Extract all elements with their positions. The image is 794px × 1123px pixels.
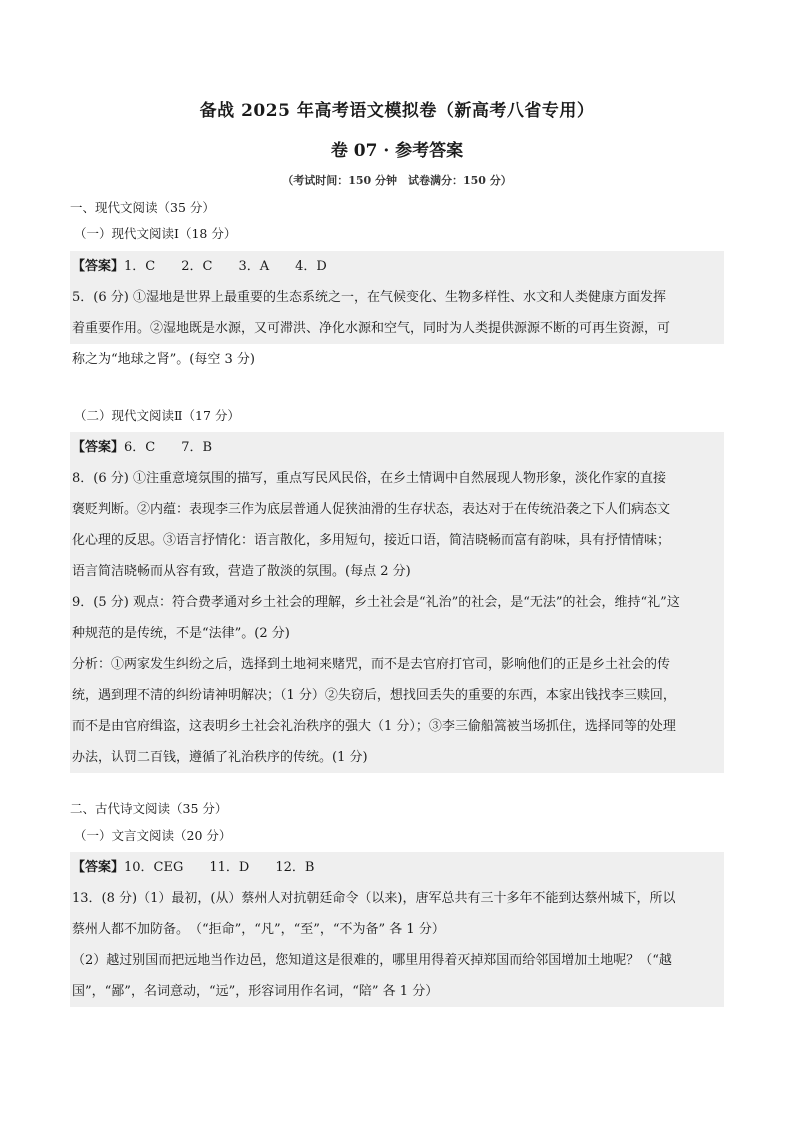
answer-block-part2 xyxy=(70,432,724,773)
answer-tag: 【答案】 xyxy=(72,440,125,455)
answer-items: 1．C 2．C 3．A 4．D xyxy=(124,259,327,274)
answer-line xyxy=(70,432,724,463)
q9-line-3: 分析：①两家发生纠纷之后，选择到土地祠来赌咒，而不是去官府打官司，影响他们的正是乡土社会的传 xyxy=(72,657,671,672)
q8-line-4: 语言简洁晓畅而从容有致，营造了散淡的氛围。(每点 2 分) xyxy=(72,564,411,579)
part-heading-modern-reading-1: （一）现代文阅读Ⅰ（18 分） xyxy=(74,226,237,241)
q8-line-3: 化心理的反思。③语言抒情化：语言散化，多用短句，接近口语，简洁晓畅而富有韵味，具有抒情情味； xyxy=(72,533,671,548)
answer-items: 10．CEG 11．D 12．B xyxy=(124,860,315,875)
q13-line-2: 蔡州人都不加防备。 （“拒命”，“凡”，“至”，“不为备” 各 1 分） xyxy=(72,922,445,937)
q13-line-4: 国”，“鄙”，名词意动，“远”，形容词用作名词，“陪” 各 1 分） xyxy=(72,984,439,999)
section-heading-modern-reading: 一、现代文阅读（35 分） xyxy=(70,200,215,215)
answer-tag: 【答案】 xyxy=(72,259,125,274)
answer-block-part1 xyxy=(70,251,724,375)
q9-line-1: 9．(5 分) 观点：符合费孝通对乡土社会的理解，乡土社会是“礼治”的社会，是“无法”的社会，维持“礼”这 xyxy=(72,595,680,610)
q5-line-3: 称之为“地球之肾”。(每空 3 分) xyxy=(70,344,724,375)
section-heading-classical-reading: 二、古代诗文阅读（35 分） xyxy=(70,801,228,816)
q5-line-2: 着重要作用。②湿地既是水源，又可滞洪、净化水源和空气，同时为人类提供源源不断的可再生资源，可 xyxy=(72,321,671,336)
answer-line xyxy=(70,852,724,883)
answer-line xyxy=(70,251,724,282)
q5-line-1: 5．(6 分) ①湿地是世界上最重要的生态系统之一，在气候变化、生物多样性、水文和人类健康方面发挥 xyxy=(72,290,666,305)
document-subtitle: 卷 07 · 参考答案 xyxy=(330,141,464,161)
exam-meta: （考试时间：150 分钟 试卷满分：150 分） xyxy=(282,174,512,187)
answer-items: 6．C 7．B xyxy=(124,440,213,455)
part-heading-modern-reading-2: （二）现代文阅读Ⅱ（17 分） xyxy=(74,408,240,423)
q9-line-2: 种规范的是传统，不是“法律”。(2 分) xyxy=(72,626,290,641)
q9-line-5: 而不是由官府缉盗，这表明乡土社会礼治秩序的强大（1 分）；③李三偷船篙被当场抓住，选择同等的处理 xyxy=(72,719,676,734)
q9-line-6: 办法，认罚二百钱，遵循了礼治秩序的传统。(1 分) xyxy=(72,750,368,765)
q13-line-1: 13．(8 分)（1）最初，(从）蔡州人对抗朝廷命令（以来)，唐军总共有三十多年不能到达蔡州城下，所以 xyxy=(72,891,676,906)
q8-line-1: 8．(6 分) ①注重意境氛围的描写，重点写民风民俗，在乡土情调中自然展现人物形象，淡化作家的直接 xyxy=(72,471,666,486)
q13-line-3: （2）越过别国而把远地当作边邑，您知道这是很难的，哪里用得着灭掉郑国而给邻国增加土地呢？（“越 xyxy=(72,953,672,968)
q8-line-2: 褒贬判断。②内蕴：表现李三作为底层普通人促狭油滑的生存状态，表达对于在传统沿袭之下人们病态文 xyxy=(72,502,671,517)
part-heading-classical-prose: （一）文言文阅读（20 分） xyxy=(74,828,232,843)
answer-tag: 【答案】 xyxy=(72,860,125,875)
document-title: 备战 2025 年高考语文模拟卷（新高考八省专用） xyxy=(199,101,595,121)
q9-line-4: 统，遇到理不清的纠纷请神明解决；（1 分）②失窃后，想找回丢失的重要的东西，本家出钱找李三赎回， xyxy=(72,688,676,703)
answer-block-classical xyxy=(70,852,724,1007)
